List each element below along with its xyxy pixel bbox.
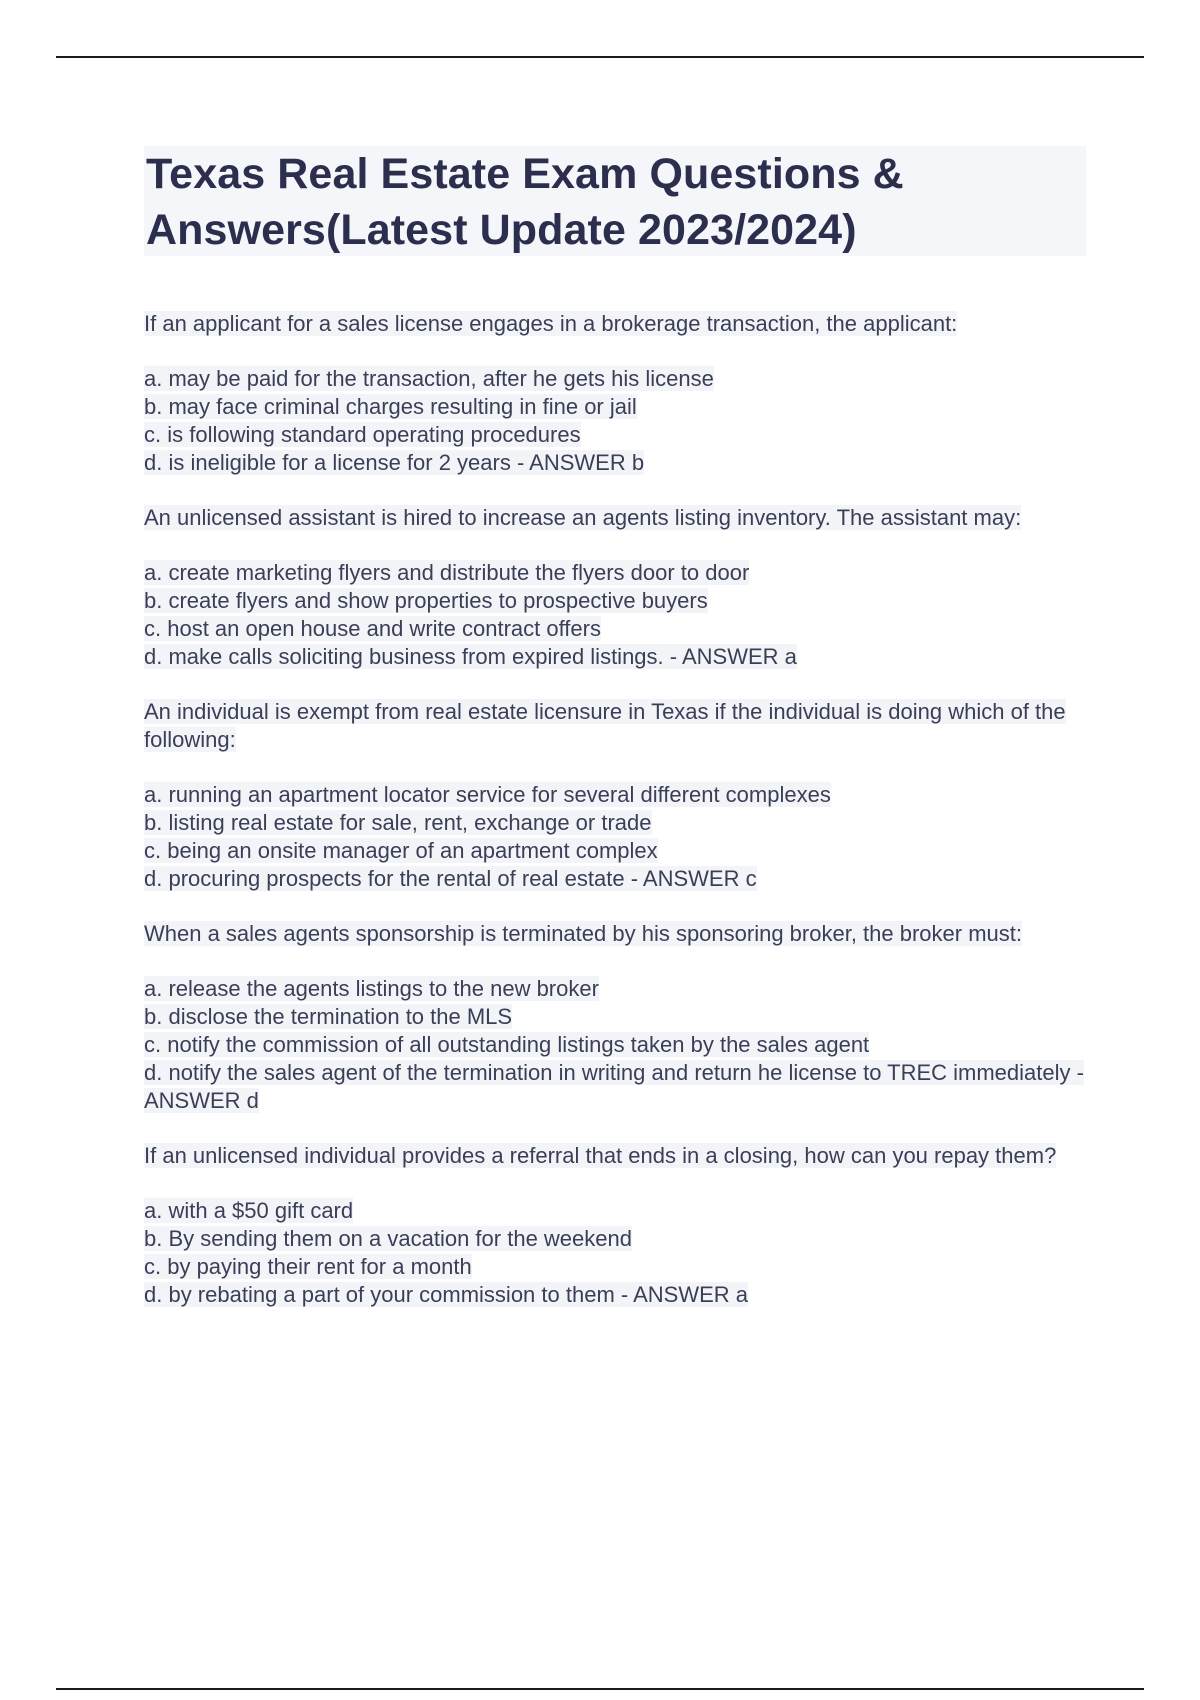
answer-option: a. create marketing flyers and distribute the flyers door to door (144, 560, 750, 585)
answer-option: a. may be paid for the transaction, after he gets his license (144, 366, 714, 391)
answer-option: c. host an open house and write contract offers (144, 616, 601, 641)
document-body (144, 146, 1088, 1336)
answer-option: a. release the agents listings to the new broker (144, 976, 599, 1001)
answer-option: c. being an onsite manager of an apartment complex (144, 838, 658, 863)
answer-option: d. is ineligible for a license for 2 years - ANSWER b (144, 450, 645, 475)
question-text: An individual is exempt from real estate licensure in Texas if the individual is doing which of the following: (144, 699, 1066, 752)
page-title: Texas Real Estate Exam Questions & Answers(Latest Update 2023/2024) (146, 150, 904, 254)
question-text: If an unlicensed individual provides a referral that ends in a closing, how can you repay them? (144, 1143, 1057, 1168)
answer-option: b. By sending them on a vacation for the weekend (144, 1226, 632, 1251)
question-item (144, 920, 1088, 1115)
answer-option: b. disclose the termination to the MLS (144, 1004, 513, 1029)
answer-option: a. running an apartment locator service for several different complexes (144, 782, 831, 807)
question-item (144, 310, 1088, 477)
question-item (144, 1142, 1088, 1309)
question-item (144, 504, 1088, 671)
answer-option: c. is following standard operating procedures (144, 422, 581, 447)
answer-option: b. create flyers and show properties to prospective buyers (144, 588, 708, 613)
bottom-rule (56, 1688, 1144, 1690)
question-text: An unlicensed assistant is hired to increase an agents listing inventory. The assistant may: (144, 505, 1022, 530)
question-list (144, 310, 1088, 1309)
answer-option: d. make calls soliciting business from expired listings. - ANSWER a (144, 644, 797, 669)
top-rule (56, 56, 1144, 58)
answer-option: b. listing real estate for sale, rent, exchange or trade (144, 810, 652, 835)
answer-option: d. by rebating a part of your commission to them - ANSWER a (144, 1282, 749, 1307)
answer-option: d. procuring prospects for the rental of real estate - ANSWER c (144, 866, 757, 891)
answer-option: c. notify the commission of all outstanding listings taken by the sales agent (144, 1032, 870, 1057)
question-text: When a sales agents sponsorship is terminated by his sponsoring broker, the broker must: (144, 921, 1023, 946)
title-block (144, 146, 1086, 256)
answer-option: c. by paying their rent for a month (144, 1254, 472, 1279)
answer-option: b. may face criminal charges resulting in fine or jail (144, 394, 637, 419)
question-item (144, 698, 1088, 893)
answer-option: a. with a $50 gift card (144, 1198, 354, 1223)
question-text: If an applicant for a sales license engages in a brokerage transaction, the applicant: (144, 311, 958, 336)
answer-option: d. notify the sales agent of the termination in writing and return he license to TREC immediately - ANSWER d (144, 1060, 1084, 1113)
